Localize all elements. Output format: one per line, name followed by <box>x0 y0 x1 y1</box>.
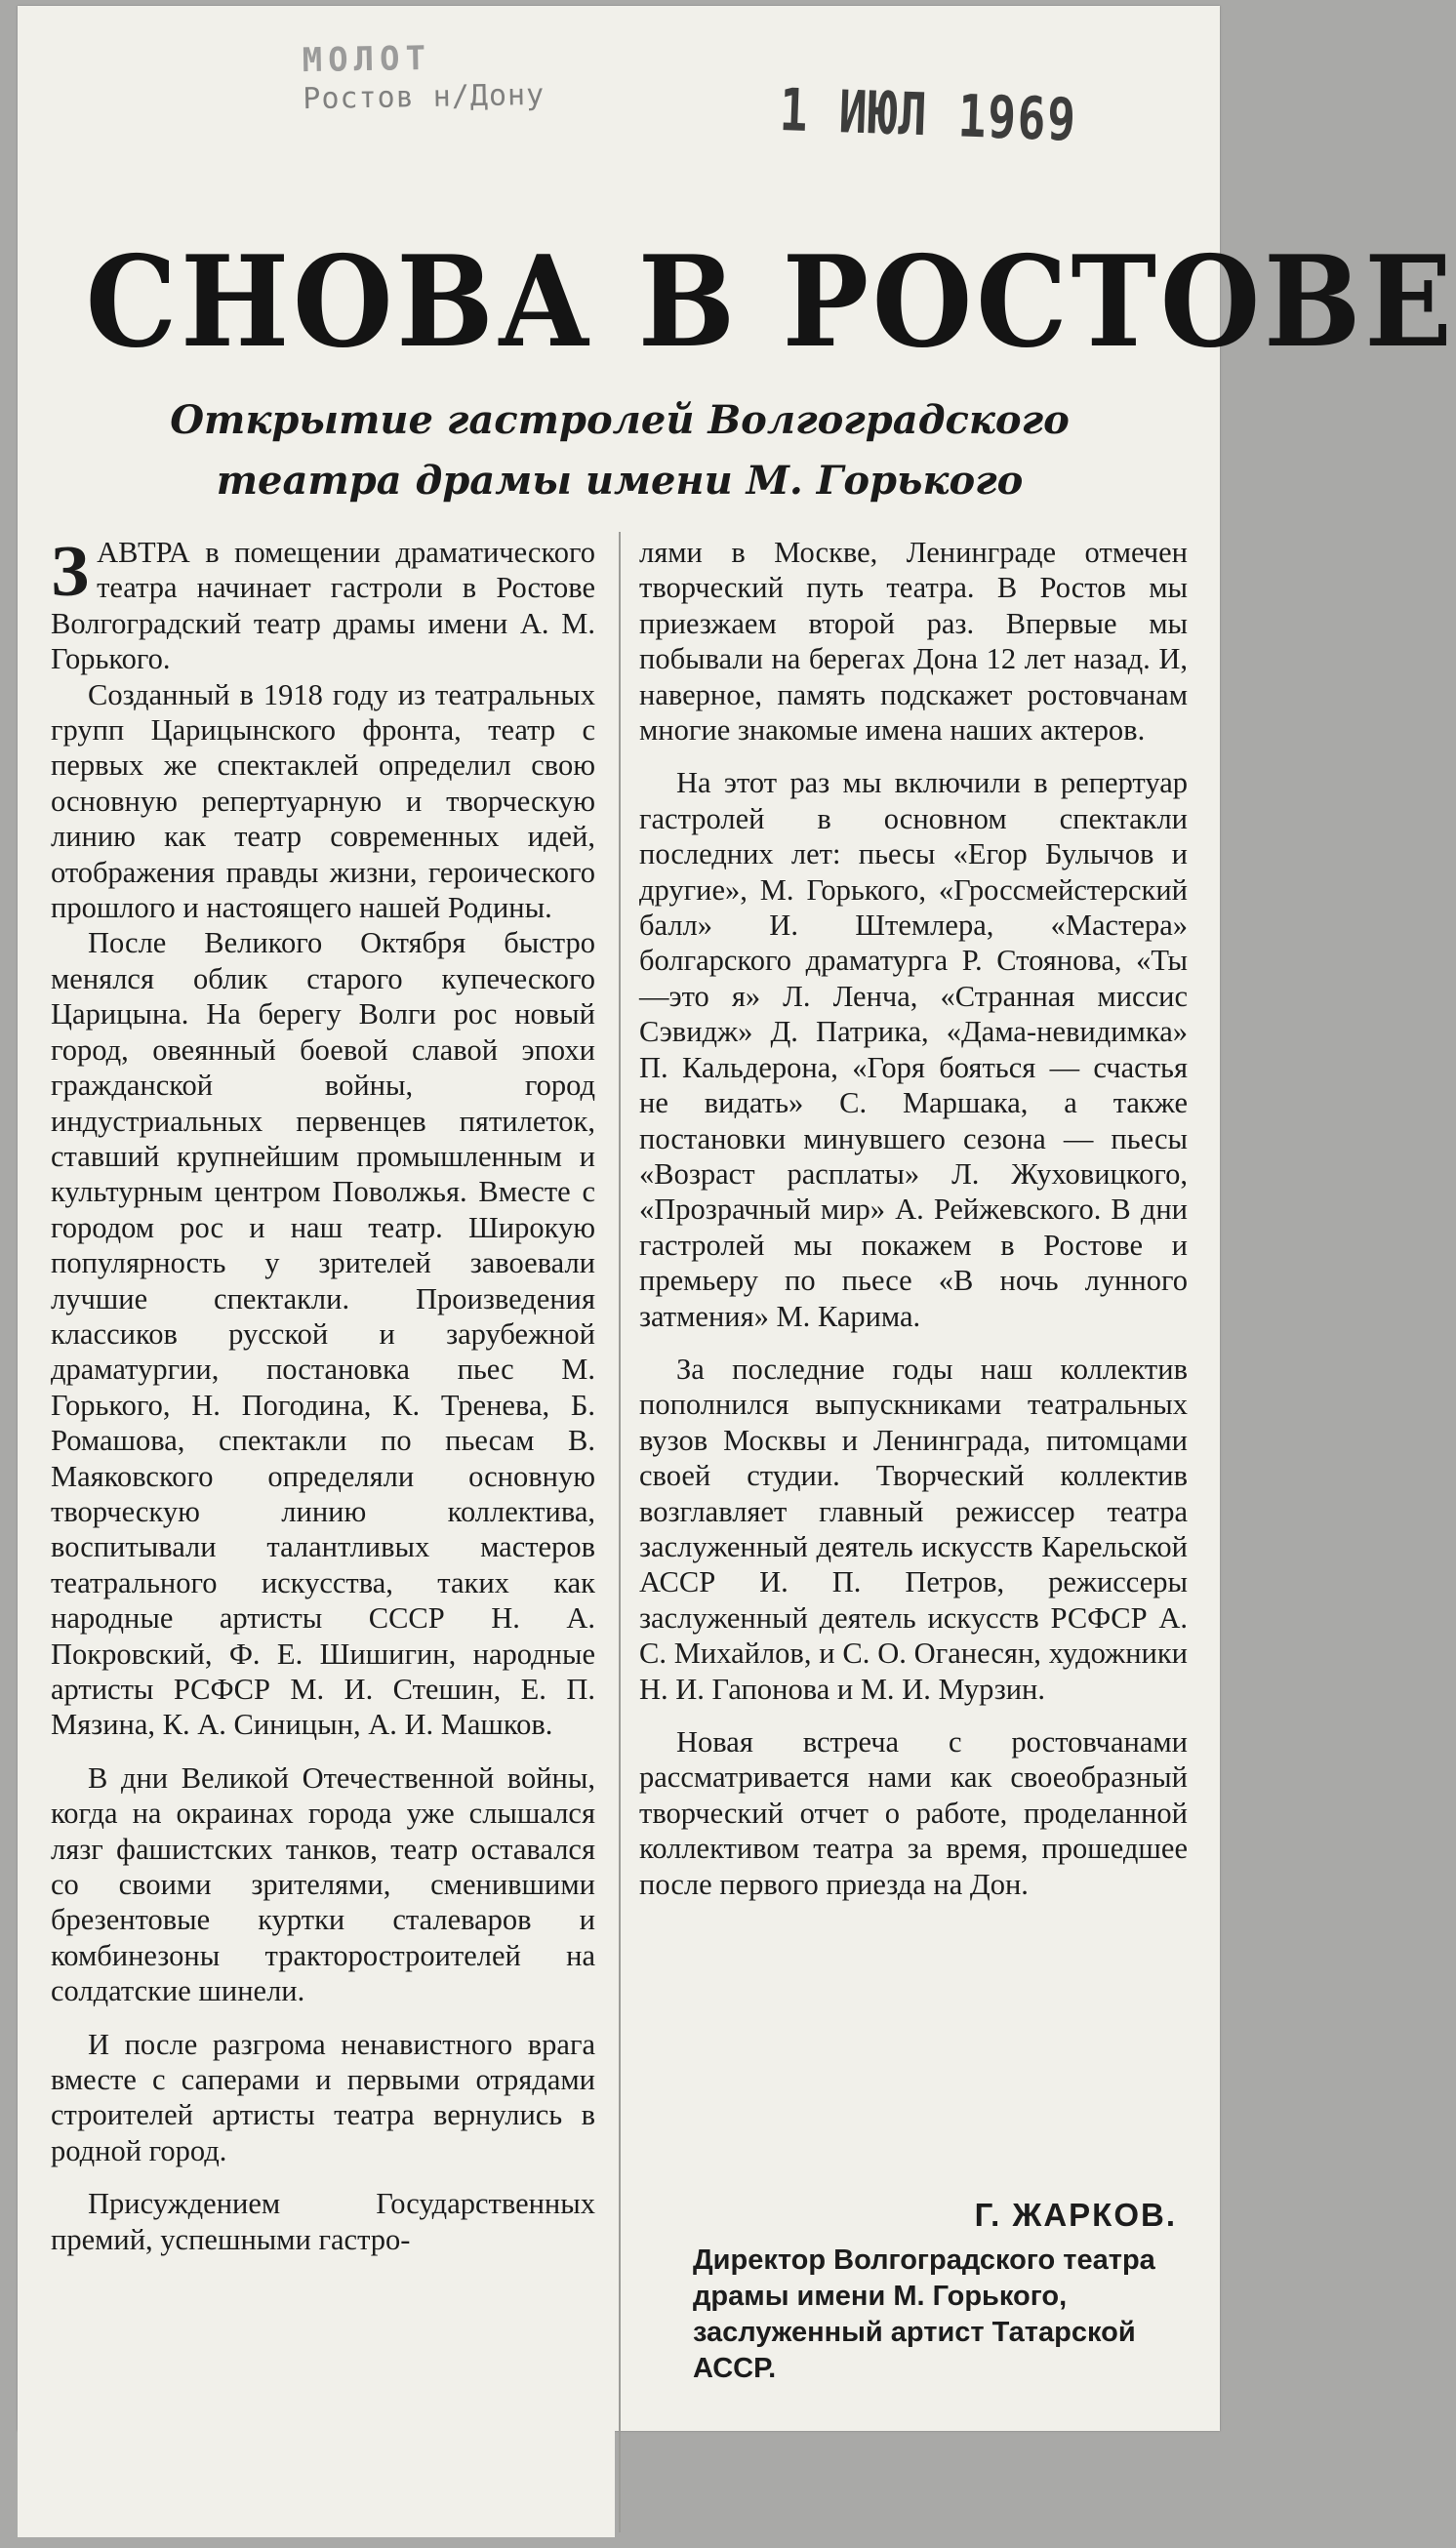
lead-paragraph <box>51 532 595 677</box>
article-column-right <box>639 535 1188 1902</box>
article-column-left <box>51 532 595 2257</box>
paragraph-war: В дни Великой Отечественной войны, когда на окраинах города уже слышался лязг фашистских танков, театр оставался со своими зрителями, сменившими брезентовые куртки сталеваров и комбинезоны тракторостроителей на солдатские шинели. <box>51 1760 595 2008</box>
lead-paragraph-text: АВТРА в помещении драматического театра начинает гастроли в Ростове Волгоградский театр драмы имени А. М. Горького. <box>51 536 595 676</box>
newspaper-clipping-tail <box>18 2420 615 2537</box>
column-divider <box>619 532 621 2532</box>
author-signature <box>693 2194 1181 2387</box>
headline: СНОВА В РОСТОВЕ <box>85 229 1456 376</box>
stamp-paper-name: МОЛОТ <box>302 38 432 81</box>
paragraph-city: После Великого Октября быстро менялся облик старого купеческого Царицына. На берегу Волги рос новый город, овеянный боевой славой эпохи гражданской войны, город индустриальных первенцев пятилеток, ставший крупнейшим промышленным и культурным центром Поволжья. Вместе с городом рос и наш театр. Широкую популярность у зрителей завоевали лучшие спектакли. Произведения классиков русской и зарубежной драматургии, постановка пьес М. Горького, Н. Погодина, К. Тренева, Б. Ромашова, спектакли по пьесам В. Маяковского определяли основную творческую линию коллектива, воспитывали талантливых мастеров театрального искусства, таких как народные артисты СССР Н. А. Покровский, Ф. Е. Шишигин, народные артисты РСФСР М. И. Стешин, Е. П. Мязина, К. А. Синицын, А. И. Машков. <box>51 926 595 1742</box>
paragraph-company: За последние годы наш коллектив пополнился выпускниками театральных вузов Москвы и Ленинграда, питомцами своей студии. Творческий коллектив возглавляет главный режиссер театра заслуженный деятель искусств Карельской АССР И. П. Петров, режиссеры заслуженный деятель искусств РСФСР А. С. Михайлов, и С. О. Оганесян, художники Н. И. Гапонова и М. И. Мурзин. <box>639 1352 1188 1706</box>
paragraph-repertoire: На этот раз мы включили в репертуар гастролей в основном спектакли последних лет: пьесы «Егор Булычов и другие», М. Горького, «Гроссмейстерский балл» И. Штемлера, «Мастера» болгарского драматурга Р. Стоянова, «Ты—это я» Л. Ленча, «Странная миссис Сэвидж» Д. Патрика, «Дама-невидимка» П. Кальдерона, «Горя бояться — счастья не видать» С. Маршака, а также постановки минувшего сезона — пьесы «Возраст расплаты» Л. Жуховицкого, «Прозрачный мир» А. Рейжевского. В дни гастролей мы покажем в Ростове и премьеру по пьесе «В ночь лунного затмения» М. Карима. <box>639 766 1188 1333</box>
drop-cap: З <box>51 532 90 612</box>
author-name: Г. ЖАРКОВ. <box>974 2197 1177 2233</box>
author-title: Директор Волгоградского театра драмы имени М. Горького, заслуженный артист Татарской АССР. <box>693 2245 1155 2384</box>
date-stamp: 1 ИЮЛ 1969 <box>778 76 1078 155</box>
subheadline: Открытие гастролей Волгоградского театра драмы имени М. Горького <box>170 397 1070 504</box>
newspaper-stamp <box>302 37 545 119</box>
paragraph-history: Созданный в 1918 году из театральных групп Царицынского фронта, театр с первых же спектаклей определил свою основную репертуарную и творческую линию как театр современных идей, отображения правды жизни, героического прошлого и настоящего нашей Родины. <box>51 677 595 925</box>
paragraph-tours: лями в Москве, Ленинграде отмечен творческий путь театра. В Ростов мы приезжаем второй раз. Впервые мы побывали на берегах Дона 12 лет назад. И, наверное, память подскажет ростовчанам многие знакомые имена наших актеров. <box>639 536 1188 748</box>
paragraph-return: И после разгрома ненавистного врага вместе с саперами и первыми отрядами строителей артисты театра вернулись в родной город. <box>51 2027 595 2167</box>
paragraph-awards: Присуждением Государственных премий, успешными гастро- <box>51 2187 595 2256</box>
paragraph-closing: Новая встреча с ростовчанами рассматривается нами как своеобразный творческий отчет о работе, проделанной коллективом театра за время, прошедшее после первого приезда на Дон. <box>639 1725 1188 1901</box>
stamp-city: Ростов н/Дону <box>303 77 546 117</box>
